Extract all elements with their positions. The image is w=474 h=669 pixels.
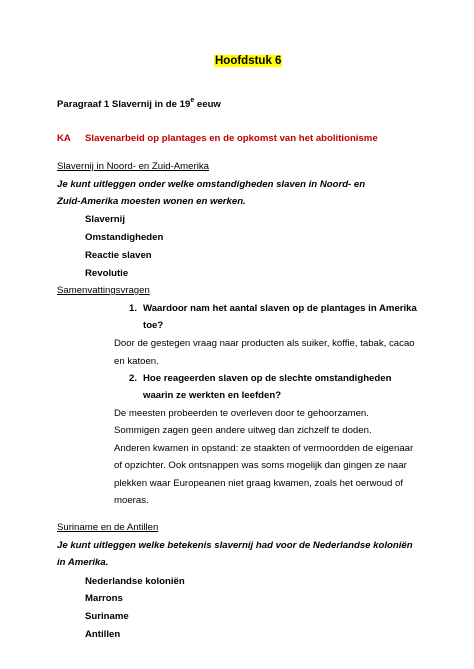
learning-goal-line: in Amerika. bbox=[57, 557, 109, 568]
question-number: 1. bbox=[129, 303, 138, 314]
term-item: Omstandigheden bbox=[85, 232, 164, 243]
answer-line: Anderen kwamen in opstand: ze staakten of vermoordden de eigenaar bbox=[114, 443, 414, 454]
answer-line: De meesten probeerden te overleven door te gehoorzamen. bbox=[114, 408, 369, 419]
term-item: Revolutie bbox=[85, 268, 129, 279]
term-item: Slavernij bbox=[85, 214, 125, 225]
ka-label: KA bbox=[57, 133, 71, 144]
answer-line: Door de gestegen vraag naar producten als suiker, koffie, tabak, cacao bbox=[114, 338, 415, 349]
page-title bbox=[214, 56, 282, 68]
title-highlight: Hoofdstuk 6 bbox=[215, 55, 282, 67]
answer-line: Sommigen zagen geen andere uitweg dan zichzelf te doden. bbox=[114, 425, 372, 436]
answer-line: plekken waar Europeanen niet graag kwamen, zoals het oerwoud of bbox=[114, 478, 404, 489]
question-number: 2. bbox=[129, 373, 138, 384]
section-heading-slavernij: Slavernij in Noord- en Zuid-Amerika bbox=[57, 161, 209, 172]
section-heading-samenvattingsvragen: Samenvattingsvragen bbox=[57, 285, 150, 296]
paragraph-heading bbox=[57, 97, 221, 110]
term-item: Nederlandse koloniën bbox=[85, 576, 185, 587]
learning-goal-line: Je kunt uitleggen onder welke omstandigheden slaven in Noord- en bbox=[57, 179, 366, 190]
term-item: Reactie slaven bbox=[85, 250, 152, 261]
paragraph-heading-suffix: eeuw bbox=[194, 99, 221, 110]
paragraph-heading-prefix: Paragraaf 1 Slavernij in de 19 bbox=[57, 99, 191, 110]
question-line: Waardoor nam het aantal slaven op de plantages in Amerika bbox=[143, 303, 417, 314]
term-item: Suriname bbox=[85, 611, 129, 622]
term-item: Marrons bbox=[85, 593, 123, 604]
section-heading-suriname: Suriname en de Antillen bbox=[57, 522, 159, 533]
answer-line: moeras. bbox=[114, 495, 149, 506]
ka-text: Slavenarbeid op plantages en de opkomst van het abolitionisme bbox=[85, 133, 378, 144]
learning-goal-line: Je kunt uitleggen welke betekenis slavernij had voor de Nederlandse koloniën bbox=[57, 540, 413, 551]
paragraph-heading-superscript: e bbox=[190, 97, 195, 104]
answer-line: of opzichter. Ook ontsnappen was soms mogelijk dan gingen ze naar bbox=[114, 460, 407, 471]
question-line: Hoe reageerden slaven op de slechte omstandigheden bbox=[143, 373, 392, 384]
term-item: Antillen bbox=[85, 629, 121, 640]
learning-goal-line: Zuid-Amerika moesten wonen en werken. bbox=[57, 196, 246, 207]
question-line: toe? bbox=[143, 320, 164, 331]
question-line: waarin ze werkten en leefden? bbox=[143, 390, 282, 401]
answer-line: en katoen. bbox=[114, 356, 159, 367]
